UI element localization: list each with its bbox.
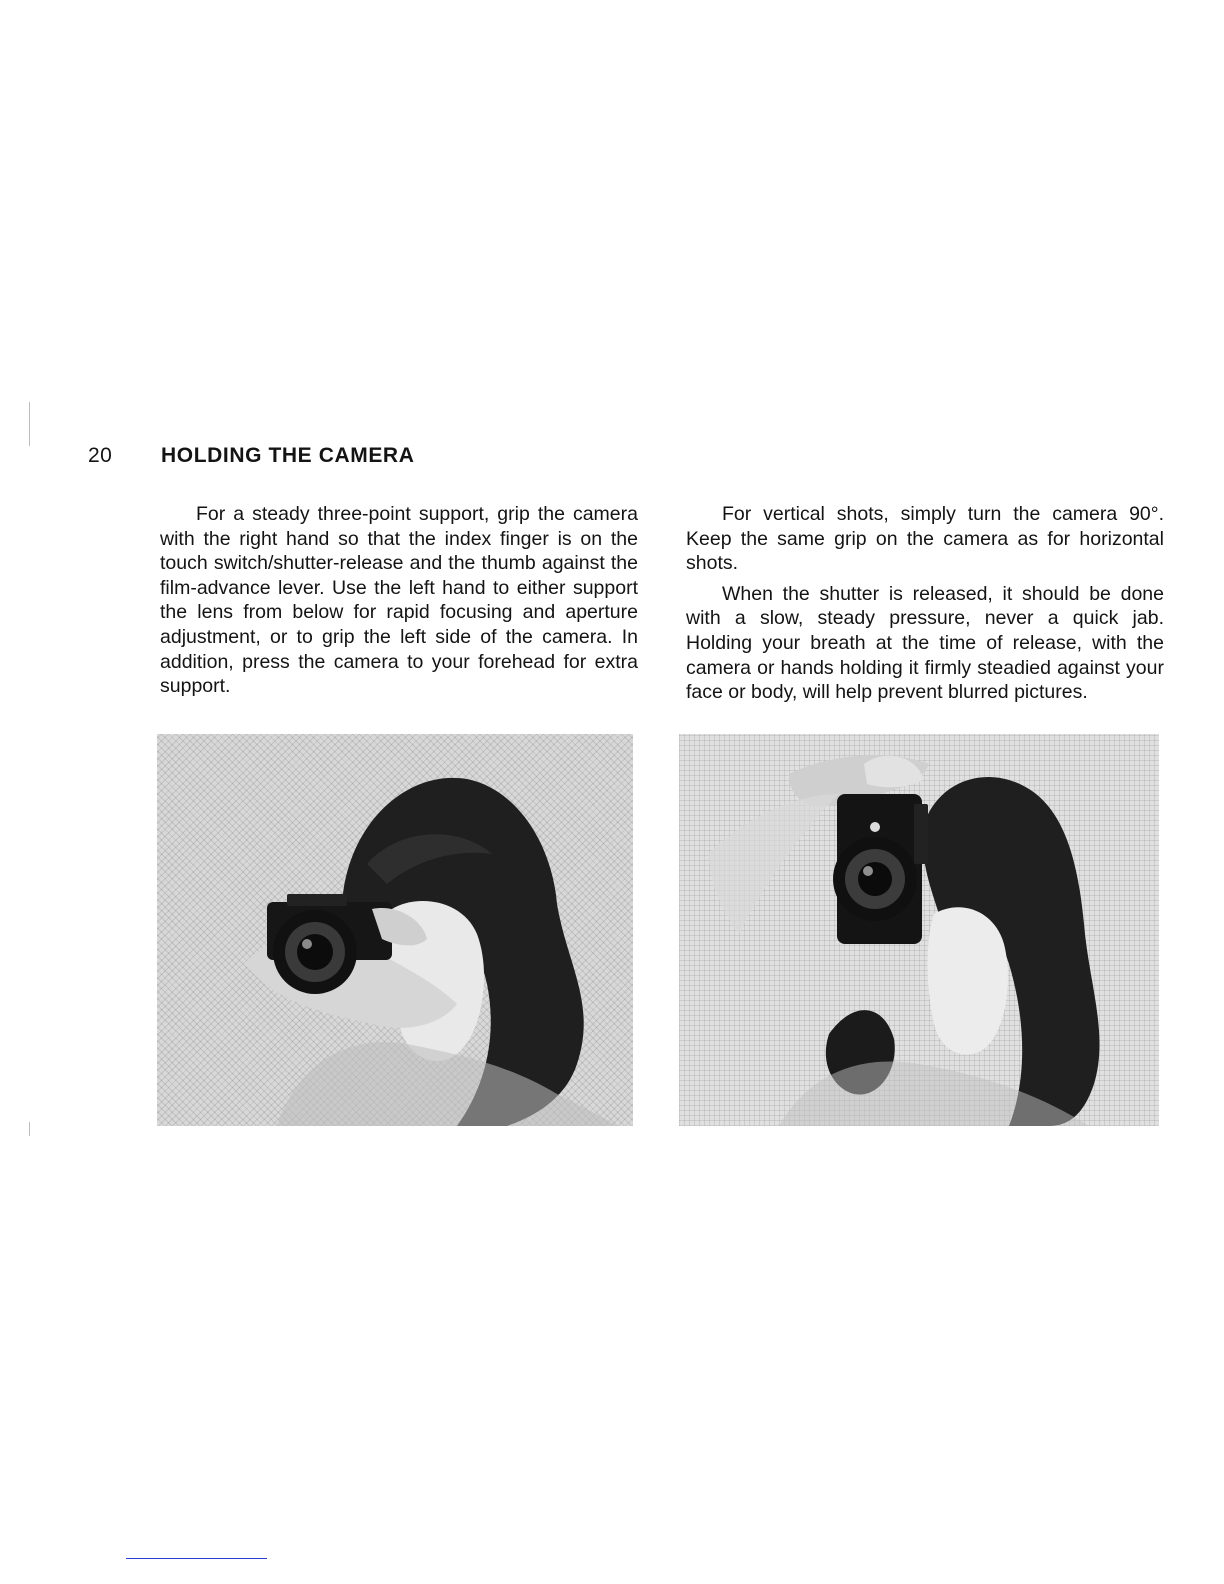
right-paragraph-1: For vertical shots, simply turn the camera 90°. Keep the same grip on the camera as for horizontal shots. — [686, 503, 1164, 575]
scan-edge-mark-bottom — [29, 1122, 30, 1136]
section-title: HOLDING THE CAMERA — [161, 444, 415, 467]
left-paragraph-1: For a steady three-point support, grip the camera with the right hand so that the index finger is on the touch switch/shutter-release and the thumb against the film-advance lever. Use the left hand to either support the lens from below for rapid focusing and aperture adjustment, or to grip the left side of the camera. In addition, press the camera to your forehead for extra support. — [160, 503, 638, 698]
horizontal-grip-illustration — [157, 734, 633, 1126]
horizontal-grip-photo — [157, 734, 633, 1126]
page-number: 20 — [88, 444, 113, 467]
vertical-grip-illustration — [679, 734, 1159, 1126]
right-column — [686, 502, 1164, 711]
vertical-grip-photo — [679, 734, 1159, 1126]
footer-rule — [126, 1558, 267, 1559]
scan-edge-mark-top — [29, 402, 30, 446]
right-paragraph-2: When the shutter is released, it should be done with a slow, steady pressure, never a quick jab. Holding your breath at the time of release, with the camera or hands holding it firmly steadied against your face or body, will help prevent blurred pictures. — [686, 582, 1164, 704]
left-column — [160, 502, 638, 705]
